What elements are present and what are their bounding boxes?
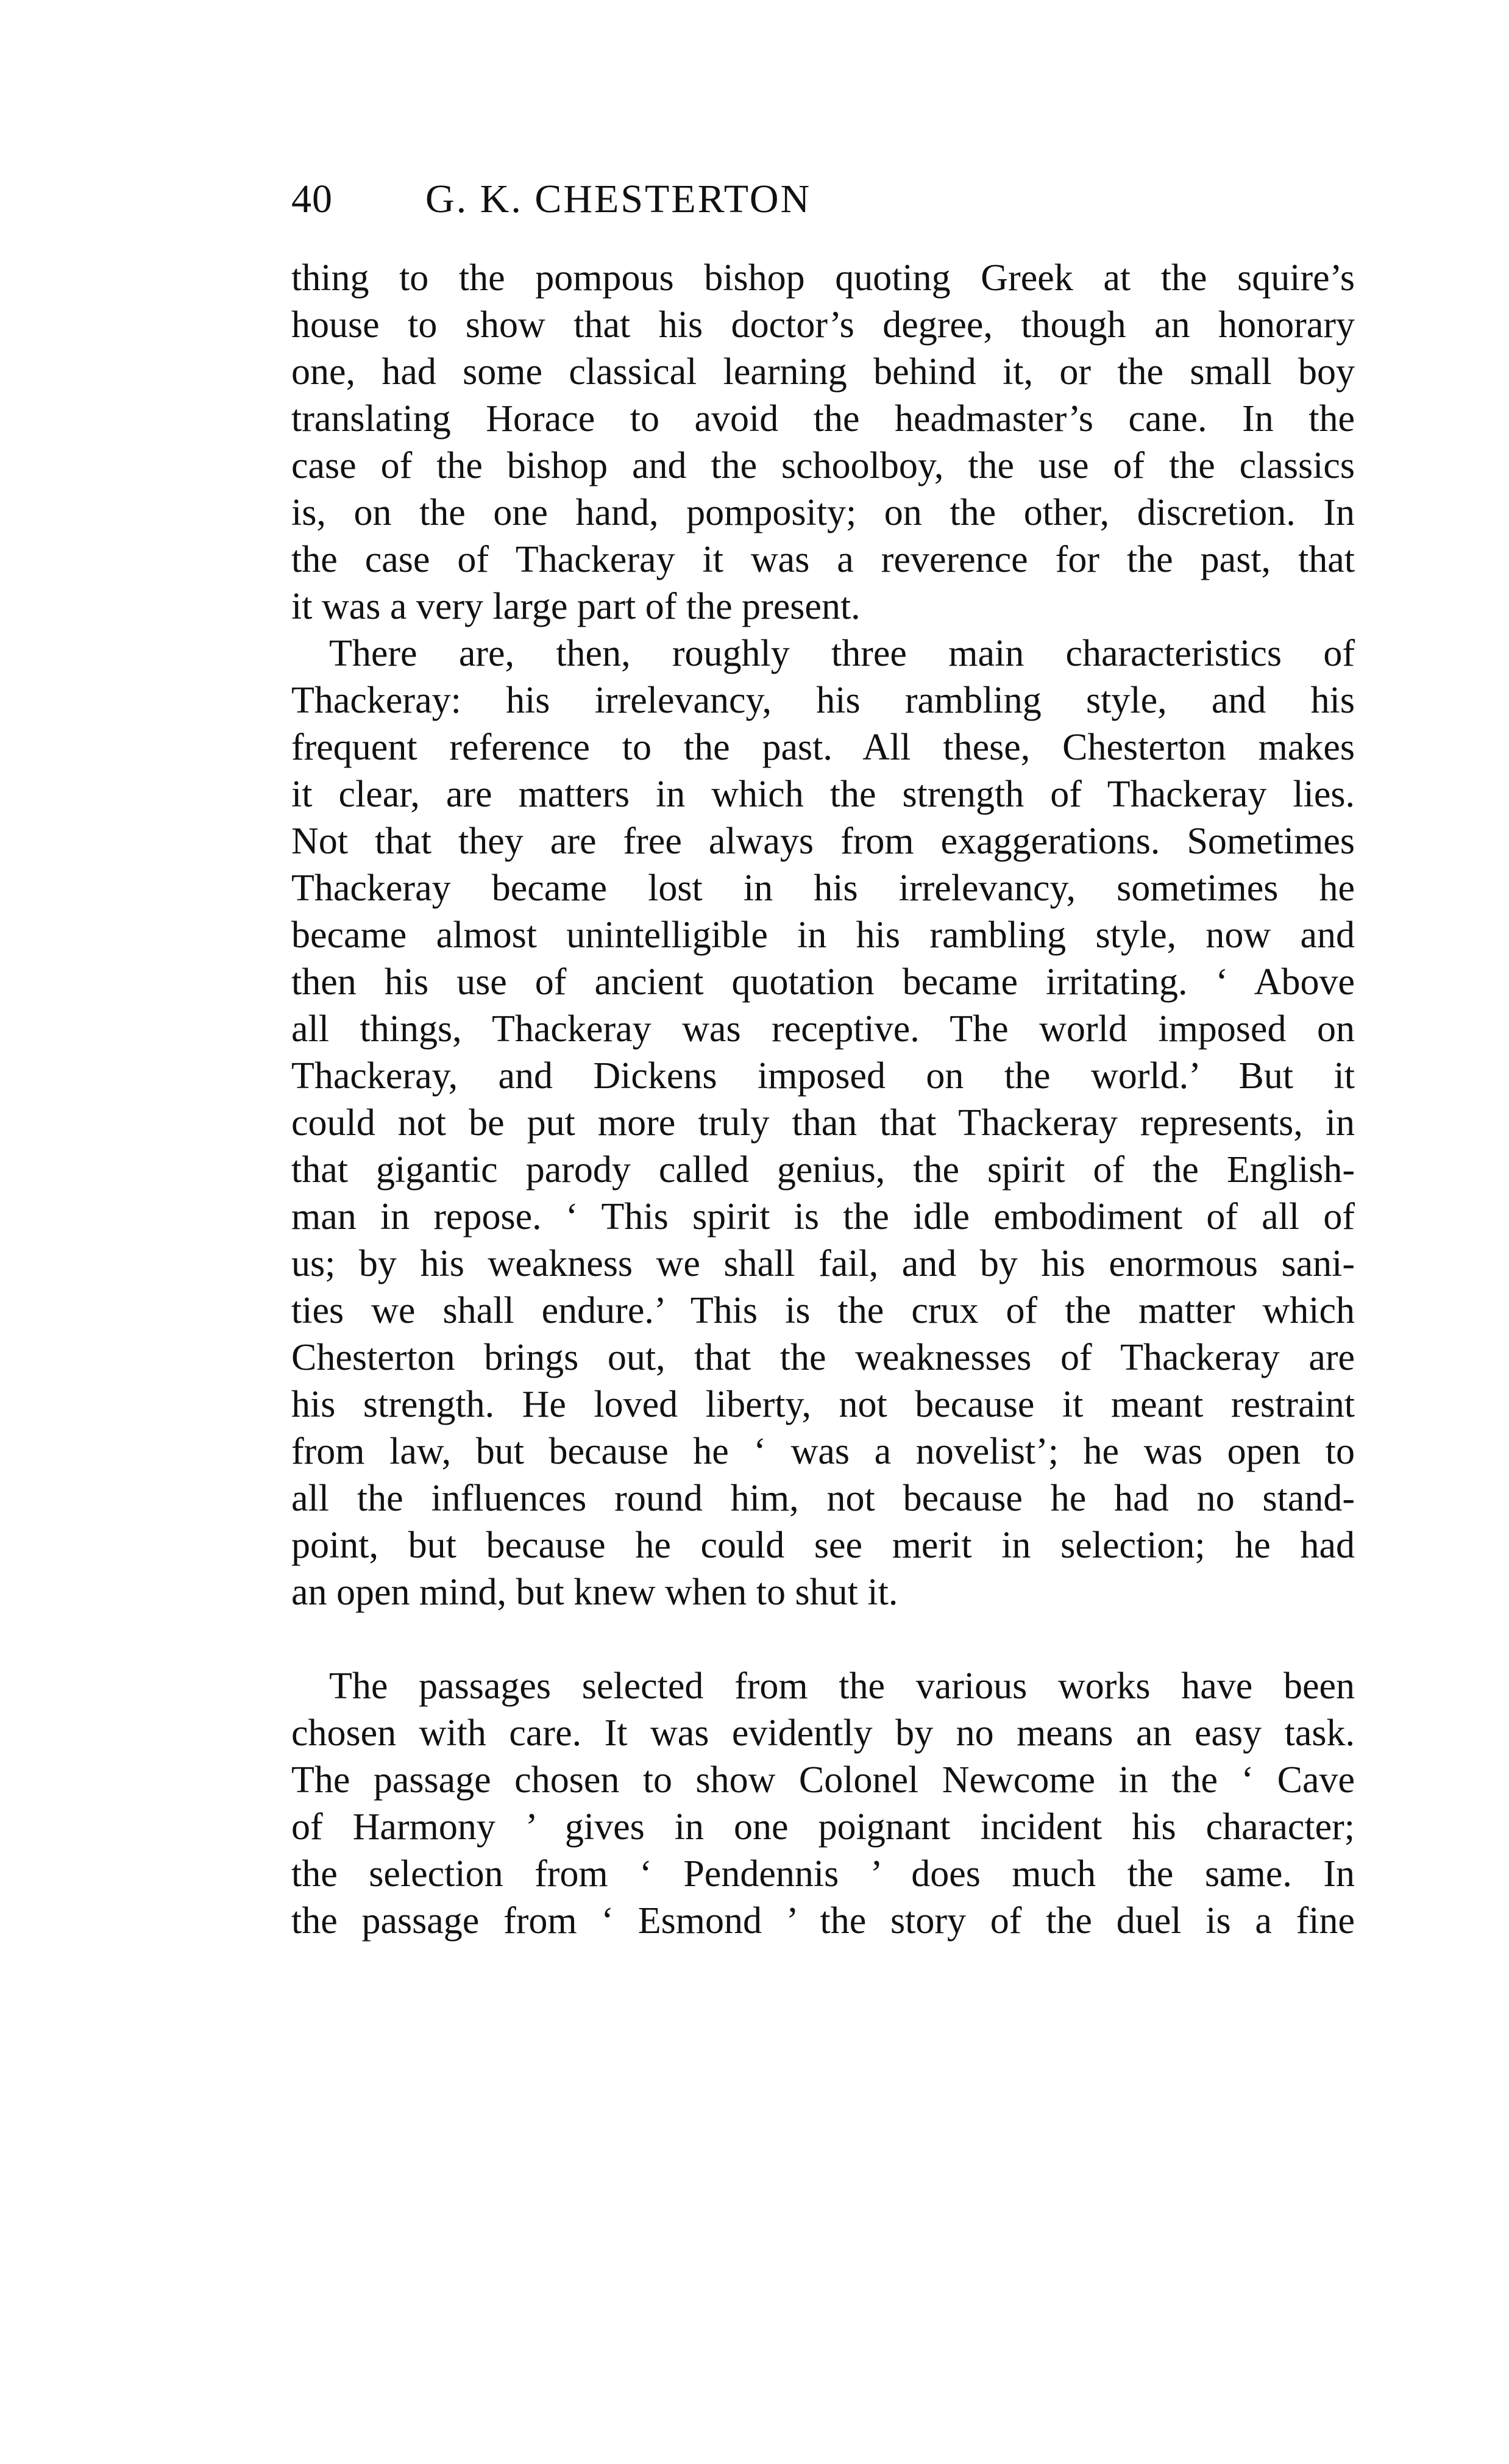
text-line: became almost unintelligible in his rambling style, now and	[291, 914, 1355, 956]
text-line: ties we shall endure.’ This is the crux of the matter which	[291, 1290, 1355, 1331]
text-line: point, but because he could see merit in selection; he had	[291, 1525, 1355, 1566]
text-line: that gigantic parody called genius, the spirit of the English-	[291, 1149, 1355, 1191]
text-line: it clear, are matters in which the strength of Thackeray lies.	[291, 774, 1355, 815]
text-line: Thackeray became lost in his irrelevancy, sometimes he	[291, 867, 1355, 909]
text-line: The passage chosen to show Colonel Newcome in the ‘ Cave	[291, 1759, 1355, 1801]
text-line: could not be put more truly than that Thackeray represents, in	[291, 1102, 1355, 1144]
text-line: frequent reference to the past. All these, Chesterton makes	[291, 727, 1355, 768]
text-line: then his use of ancient quotation became irritating. ‘ Above	[291, 961, 1355, 1003]
text-line: one, had some classical learning behind it, or the small boy	[291, 351, 1355, 393]
running-title: G. K. CHESTERTON	[425, 177, 812, 221]
text-line: all the influences round him, not because he had no stand-	[291, 1478, 1355, 1519]
text-line: is, on the one hand, pomposity; on the other, discretion. In	[291, 492, 1355, 533]
text-line: the passage from ‘ Esmond ’ the story of the duel is a fine	[291, 1900, 1355, 1942]
text-line: There are, then, roughly three main characteristics of	[329, 633, 1355, 674]
text-line: us; by his weakness we shall fail, and by his enormous sani-	[291, 1243, 1355, 1284]
text-line: The passages selected from the various works have been	[329, 1665, 1355, 1707]
text-line: case of the bishop and the schoolboy, the use of the classics	[291, 445, 1355, 486]
text-line: all things, Thackeray was receptive. The world imposed on	[291, 1008, 1355, 1050]
paragraph-1	[291, 255, 1355, 630]
body-text	[291, 255, 1355, 1945]
text-line: the case of Thackeray it was a reverence for the past, that	[291, 539, 1355, 580]
text-line: his strength. He loved liberty, not because it meant restraint	[291, 1384, 1355, 1425]
text-line: translating Horace to avoid the headmaster’s cane. In the	[291, 398, 1355, 440]
text-line: Thackeray, and Dickens imposed on the world.’ But it	[291, 1055, 1355, 1097]
paragraph-2	[291, 630, 1355, 1616]
text-line: Not that they are free always from exaggerations. Sometimes	[291, 821, 1355, 862]
text-line: house to show that his doctor’s degree, though an honorary	[291, 304, 1355, 346]
paragraph-3	[291, 1663, 1355, 1945]
text-line: thing to the pompous bishop quoting Greek at the squire’s	[291, 257, 1355, 299]
text-line: chosen with care. It was evidently by no means an easy task.	[291, 1712, 1355, 1754]
text-line: from law, but because he ‘ was a novelist’; he was open to	[291, 1431, 1355, 1472]
text-line: man in repose. ‘ This spirit is the idle embodiment of all of	[291, 1196, 1355, 1237]
page-number: 40	[291, 177, 333, 221]
text-line: Chesterton brings out, that the weaknesses of Thackeray are	[291, 1337, 1355, 1378]
text-line: Thackeray: his irrelevancy, his rambling style, and his	[291, 680, 1355, 721]
text-line: it was a very large part of the present.	[291, 586, 861, 627]
text-line: the selection from ‘ Pendennis ’ does much the same. In	[291, 1853, 1355, 1895]
running-head	[291, 172, 1355, 227]
text-line: of Harmony ’ gives in one poignant incident his character;	[291, 1806, 1355, 1848]
text-line: an open mind, but knew when to shut it.	[291, 1572, 898, 1613]
